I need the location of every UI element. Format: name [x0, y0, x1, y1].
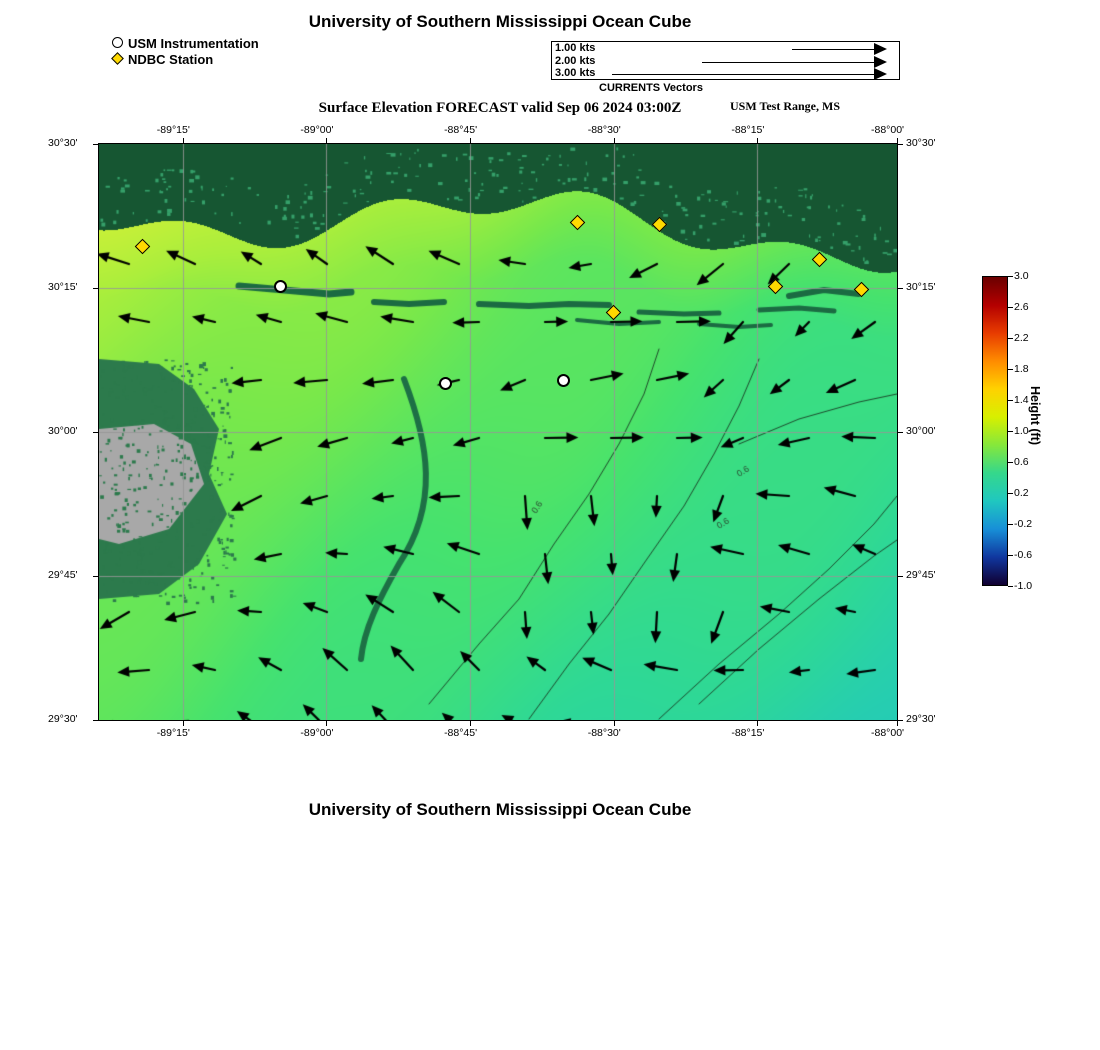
colorbar-tick-mark [1008, 462, 1013, 463]
colorbar-tick-mark [1008, 400, 1013, 401]
x-tick-mark [470, 721, 471, 726]
vector-shaft-2kts [702, 62, 874, 63]
ndbc-station-marker[interactable] [812, 251, 828, 267]
vector-head-3kts [874, 68, 887, 80]
page-title: University of Southern Mississippi Ocean Cube [308, 12, 692, 31]
legend-item-ndbc-station [110, 52, 259, 67]
x-tick-mark [183, 721, 184, 726]
x-tick-label: -88°00' [871, 124, 905, 136]
x-tick-label: -88°30' [587, 727, 621, 739]
colorbar-tick-label: -0.6 [1014, 549, 1033, 561]
colorbar-tick-mark [1008, 493, 1013, 494]
vector-key-row-1kts [552, 43, 899, 56]
ndbc-station-marker[interactable] [570, 215, 586, 231]
colorbar-gradient [982, 276, 1008, 586]
colorbar-tick-mark [1008, 586, 1013, 587]
colorbar-tick-label: -1.0 [1014, 580, 1033, 592]
y-tick-label: 30°00' [906, 425, 936, 437]
y-tick-label: 30°00' [48, 425, 78, 437]
y-tick-mark [898, 720, 903, 721]
y-tick-mark [898, 576, 903, 577]
x-tick-label: -88°30' [587, 124, 621, 136]
y-tick-label: 29°45' [906, 569, 936, 581]
colorbar-tick-label: 3.0 [1014, 270, 1029, 282]
forecast-subtitle: Surface Elevation FORECAST valid Sep 06 2024 03:00Z [318, 100, 682, 116]
region-label: USM Test Range, MS [730, 99, 841, 113]
legend-label-usm: USM Instrumentation [128, 36, 259, 51]
colorbar-tick-mark [1008, 555, 1013, 556]
y-tick-mark [898, 288, 903, 289]
ndbc-station-marker[interactable] [135, 239, 151, 255]
forecast-map[interactable] [98, 143, 898, 721]
colorbar-tick-mark [1008, 431, 1013, 432]
usm-instrumentation-marker[interactable] [557, 374, 570, 387]
colorbar-tick-label: 2.2 [1014, 332, 1029, 344]
station-marker-layer [99, 144, 897, 720]
y-tick-label: 30°15' [48, 281, 78, 293]
vector-head-1kts [874, 43, 887, 55]
x-tick-label: -88°15' [731, 124, 765, 136]
x-tick-label: -88°00' [871, 727, 905, 739]
x-tick-label: -88°45' [444, 124, 478, 136]
y-tick-mark [898, 144, 903, 145]
x-tick-mark [897, 721, 898, 726]
bottom-title: University of Southern Mississippi Ocean Cube [308, 800, 692, 819]
y-tick-label: 30°30' [48, 137, 78, 149]
x-tick-mark [326, 721, 327, 726]
circle-marker-icon [110, 36, 128, 51]
x-tick-mark [757, 721, 758, 726]
colorbar-tick-label: -0.2 [1014, 518, 1033, 530]
vector-key-label-3kts: 3.00 kts [555, 66, 596, 79]
x-tick-label: -89°15' [156, 727, 190, 739]
x-tick-mark [614, 721, 615, 726]
colorbar-tick-label: 2.6 [1014, 301, 1029, 313]
vector-shaft-3kts [612, 74, 874, 75]
x-tick-label: -89°00' [300, 727, 334, 739]
legend-label-ndbc: NDBC Station [128, 52, 214, 67]
usm-instrumentation-marker[interactable] [439, 377, 452, 390]
x-tick-label: -89°00' [300, 124, 334, 136]
colorbar-tick-label: 1.0 [1014, 425, 1029, 437]
x-tick-label: -89°15' [156, 124, 190, 136]
ndbc-station-marker[interactable] [853, 281, 869, 297]
y-tick-label: 30°15' [906, 281, 936, 293]
colorbar-tick-mark [1008, 307, 1013, 308]
colorbar-tick-label: 1.4 [1014, 394, 1029, 406]
station-legend [110, 36, 259, 68]
vector-key-caption: CURRENTS Vectors [599, 82, 703, 94]
ndbc-station-marker[interactable] [651, 217, 667, 233]
colorbar-tick-mark [1008, 276, 1013, 277]
y-tick-label: 29°30' [48, 713, 78, 725]
colorbar-tick-label: 0.6 [1014, 456, 1029, 468]
colorbar-tick-mark [1008, 524, 1013, 525]
usm-instrumentation-marker[interactable] [274, 280, 287, 293]
currents-vector-key [551, 41, 900, 80]
colorbar-tick-label: 1.8 [1014, 363, 1029, 375]
legend-item-usm-instrumentation [110, 36, 259, 51]
vector-key-label-2kts: 2.00 kts [555, 54, 596, 67]
x-tick-label: -88°45' [444, 727, 478, 739]
ndbc-station-marker[interactable] [768, 279, 784, 295]
diamond-marker-icon [110, 52, 128, 67]
colorbar-tick-label: 0.2 [1014, 487, 1029, 499]
y-tick-mark [898, 432, 903, 433]
ndbc-station-marker[interactable] [606, 304, 622, 320]
vector-key-label-1kts: 1.00 kts [555, 42, 596, 54]
vector-shaft-1kts [792, 49, 874, 50]
vector-head-2kts [874, 56, 887, 68]
y-tick-label: 29°45' [48, 569, 78, 581]
y-tick-label: 30°30' [906, 137, 936, 149]
colorbar-tick-mark [1008, 338, 1013, 339]
y-tick-label: 29°30' [906, 713, 936, 725]
colorbar-tick-mark [1008, 369, 1013, 370]
vector-key-row-3kts [552, 68, 899, 81]
colorbar-title: Height (ft) [1028, 386, 1042, 446]
x-tick-label: -88°15' [731, 727, 765, 739]
